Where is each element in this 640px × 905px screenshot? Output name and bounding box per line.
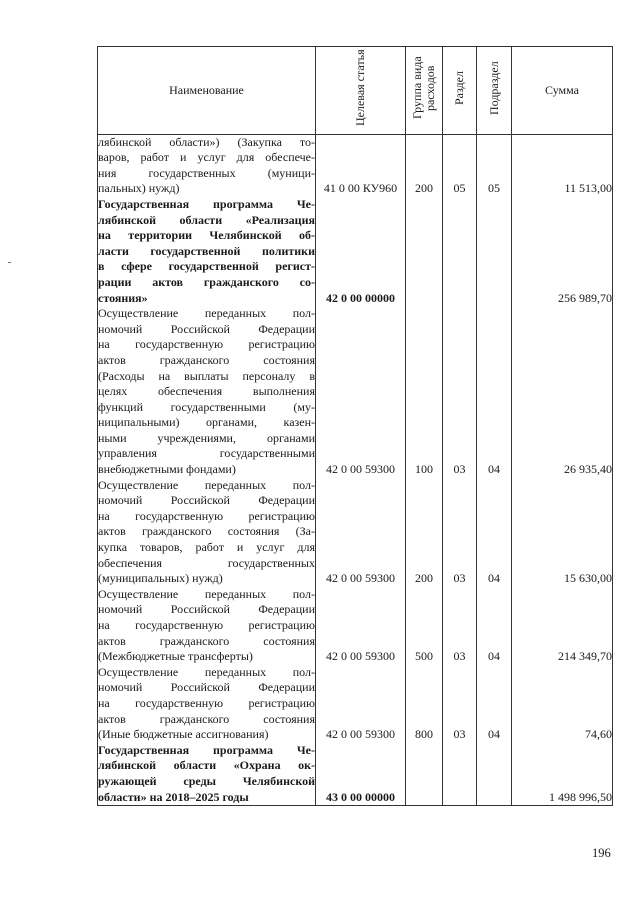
row-name-line: функций государственными (му- — [98, 399, 315, 414]
header-section: Раздел — [452, 71, 466, 105]
row-name-line: Государственная программа Че- — [98, 742, 315, 757]
header-sum: Сумма — [512, 47, 613, 135]
header-subsection: Подраздел — [486, 61, 501, 115]
row-name-line: ными учреждениями, органами — [98, 430, 315, 445]
row-name-line: варов, работ и услуг для обеспече- — [98, 150, 315, 165]
row-name-line: на государственную регистрацию — [98, 695, 315, 710]
table-row — [98, 665, 613, 743]
page-number: 196 — [592, 846, 611, 860]
row-name-line: (Расходы на выплаты персоналу в — [98, 368, 315, 383]
row-name-line: Осуществление переданных пол- — [98, 477, 315, 492]
row-group: 800 — [406, 665, 443, 743]
table-row — [98, 478, 613, 587]
row-name-line: лябинской области «Реализация — [98, 212, 315, 227]
row-subsection: 04 — [477, 665, 512, 743]
row-target: 43 0 00 00000 — [316, 743, 406, 806]
row-name — [98, 134, 316, 197]
row-name-line: купка товаров, работ и услуг для — [98, 540, 315, 555]
header-subsection-cell — [477, 47, 512, 135]
row-sum: 256 989,70 — [512, 197, 613, 306]
table-body — [98, 134, 613, 806]
row-name-line: актов гражданского состояния — [98, 352, 315, 367]
row-section — [443, 743, 477, 806]
row-name-line: ласти государственной политики — [98, 243, 315, 258]
row-name-line: (Иные бюджетные ассигнования) — [98, 727, 269, 742]
row-group: 200 — [406, 478, 443, 587]
row-group — [406, 743, 443, 806]
row-subsection: 04 — [477, 478, 512, 587]
row-name — [98, 743, 316, 806]
header-name: Наименование — [98, 47, 316, 135]
row-section — [443, 197, 477, 306]
row-name-line: области» на 2018–2025 годы — [98, 789, 249, 804]
header-group: Группа вида расходов — [410, 56, 437, 120]
row-name — [98, 197, 316, 306]
row-name-line: Осуществление переданных пол- — [98, 306, 315, 321]
table-row — [98, 134, 613, 197]
row-section: 03 — [443, 478, 477, 587]
row-name-line: Государственная программа Че- — [98, 196, 315, 211]
row-name-line: номочий Российской Федерации — [98, 321, 315, 336]
row-subsection — [477, 197, 512, 306]
row-name-line: в сфере государственной регист- — [98, 259, 315, 274]
row-name-line: номочий Российской Федерации — [98, 602, 315, 617]
header-target-cell — [316, 47, 406, 135]
row-group — [406, 197, 443, 306]
row-name-line: актов гражданского состояния — [98, 633, 315, 648]
row-name-line: номочий Российской Федерации — [98, 680, 315, 695]
row-name-line: на государственную регистрацию — [98, 337, 315, 352]
row-name-line: Осуществление переданных пол- — [98, 664, 315, 679]
row-target: 41 0 00 КУ960 — [316, 134, 406, 197]
row-sum: 26 935,40 — [512, 306, 613, 478]
header-target: Целевая статья — [353, 49, 367, 127]
row-section: 05 — [443, 134, 477, 197]
row-group: 200 — [406, 134, 443, 197]
row-target: 42 0 00 59300 — [316, 306, 406, 478]
row-subsection: 04 — [477, 306, 512, 478]
row-target: 42 0 00 59300 — [316, 665, 406, 743]
row-subsection — [477, 743, 512, 806]
row-name — [98, 587, 316, 665]
row-name-line: пальных) нужд) — [98, 181, 180, 196]
row-name-line: целях обеспечения выполнения — [98, 384, 315, 399]
row-name-line: обеспечения государственных — [98, 555, 315, 570]
row-name-line: стояния» — [98, 290, 148, 305]
header-group-cell — [406, 47, 443, 135]
row-section: 03 — [443, 665, 477, 743]
row-name — [98, 665, 316, 743]
table-row — [98, 197, 613, 306]
margin-mark — [8, 262, 11, 263]
row-name-line: ния государственных (муници- — [98, 165, 315, 180]
row-subsection: 05 — [477, 134, 512, 197]
row-target: 42 0 00 00000 — [316, 197, 406, 306]
row-target: 42 0 00 59300 — [316, 587, 406, 665]
row-name-line: лябинской области») (Закупка то- — [98, 134, 315, 149]
row-name-line: ружающей среды Челябинской — [98, 773, 315, 788]
row-name-line: (муниципальных) нужд) — [98, 571, 223, 586]
header-section-cell — [443, 47, 477, 135]
row-name-line: управления государственными — [98, 446, 315, 461]
table-row — [98, 587, 613, 665]
row-section: 03 — [443, 306, 477, 478]
row-sum: 1 498 996,50 — [512, 743, 613, 806]
row-name-line: номочий Российской Федерации — [98, 493, 315, 508]
row-name-line: актов гражданского состояния (За- — [98, 524, 315, 539]
table-row — [98, 306, 613, 478]
row-name — [98, 306, 316, 478]
row-section: 03 — [443, 587, 477, 665]
row-subsection: 04 — [477, 587, 512, 665]
budget-table — [97, 46, 613, 806]
row-name-line: лябинской области «Охрана ок- — [98, 758, 315, 773]
row-name-line: (Межбюджетные трансферты) — [98, 649, 253, 664]
row-name-line: ниципальными) органами, казен- — [98, 415, 315, 430]
row-name-line: рации актов гражданского со- — [98, 274, 315, 289]
table-header-row — [98, 47, 613, 135]
row-group: 500 — [406, 587, 443, 665]
table-row — [98, 743, 613, 806]
row-sum: 214 349,70 — [512, 587, 613, 665]
row-name-line: на государственную регистрацию — [98, 618, 315, 632]
row-name-line: на государственную регистрацию — [98, 508, 315, 523]
row-sum: 11 513,00 — [512, 134, 613, 197]
row-name-line: внебюджетными фондами) — [98, 462, 236, 477]
row-name-line: Осуществление переданных пол- — [98, 586, 315, 601]
row-name-line: актов гражданского состояния — [98, 711, 315, 726]
row-sum: 15 630,00 — [512, 478, 613, 587]
row-name-line: на территории Челябинской об- — [98, 228, 315, 243]
row-group: 100 — [406, 306, 443, 478]
row-sum: 74,60 — [512, 665, 613, 743]
row-name — [98, 478, 316, 587]
row-target: 42 0 00 59300 — [316, 478, 406, 587]
